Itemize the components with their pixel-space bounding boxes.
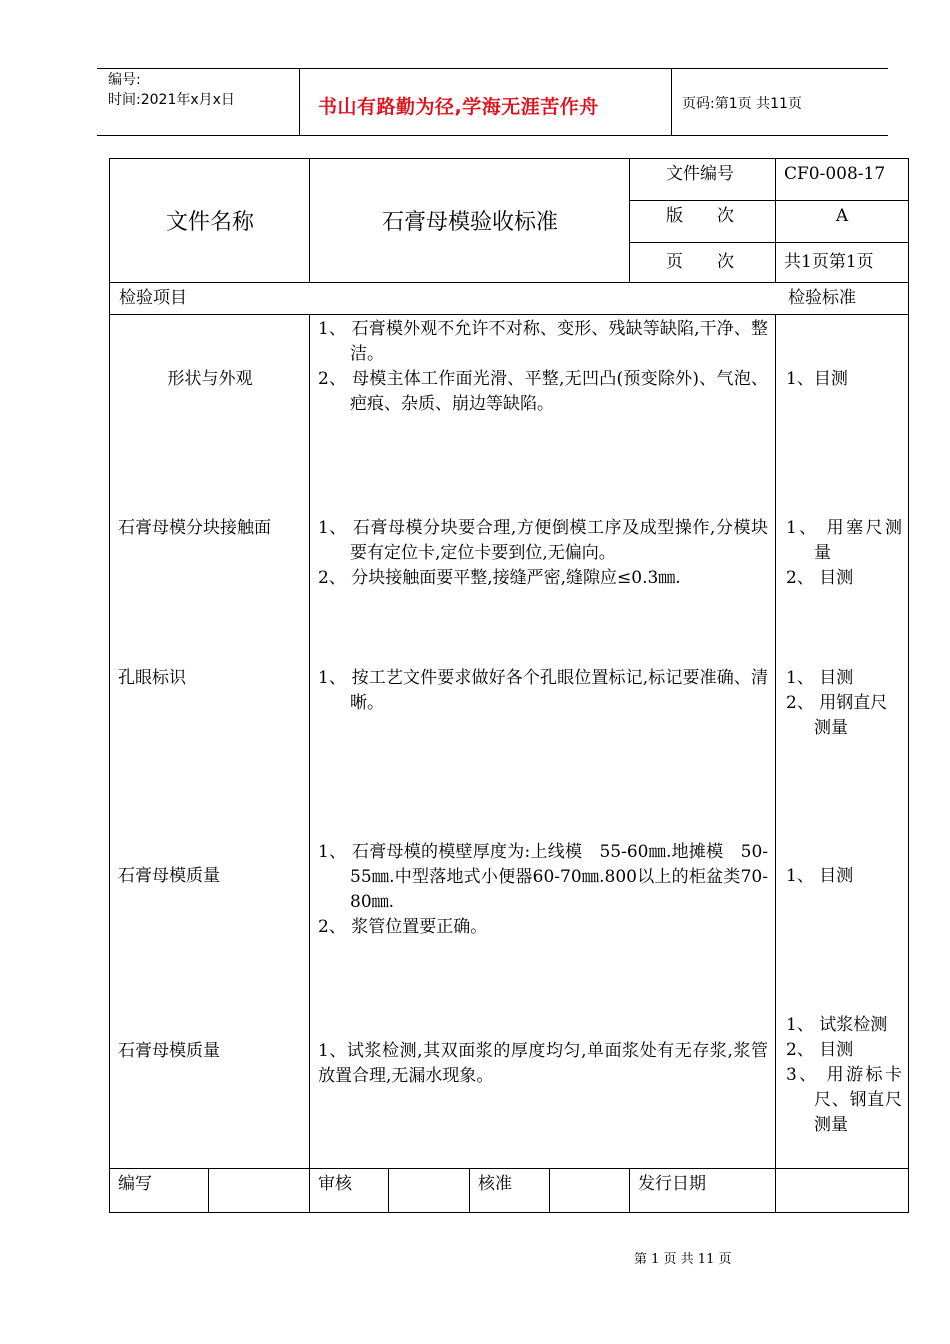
column-header-bottom-line <box>109 314 909 315</box>
header-time-label: 时间:2021年x月x日 <box>108 92 235 108</box>
footer-row-top-line <box>109 1168 909 1169</box>
method-item: 1、目测 <box>786 369 848 389</box>
row-methods <box>786 516 902 591</box>
footer-writer-label: 编写 <box>118 1174 152 1194</box>
method-item: 1、 目测 <box>786 668 854 688</box>
doc-name-label: 文件名称 <box>165 210 254 235</box>
row-item-label: 孔眼标识 <box>118 668 186 688</box>
footer-divider-e <box>629 1168 630 1213</box>
meta-row-line-2 <box>629 242 909 243</box>
footer-release-date-label: 发行日期 <box>638 1174 706 1194</box>
header-divider-left <box>299 68 300 136</box>
meta-row-line-1 <box>629 200 909 201</box>
row-methods <box>786 864 902 889</box>
method-item: 2、 用钢直尺测量 <box>786 693 888 738</box>
column-header-item: 检验项目 <box>119 288 187 308</box>
method-item: 3、 用游标卡尺、钢直尺测量 <box>786 1065 902 1135</box>
table-bottom-border <box>109 1212 909 1213</box>
body-divider-2 <box>775 314 776 1213</box>
row-item-label: 石膏母模分块接触面 <box>118 518 271 538</box>
meta-label-version: 版 次 <box>666 206 734 226</box>
row-requirements <box>318 840 768 940</box>
column-header-standard: 检验标准 <box>788 288 856 308</box>
header-motto: 书山有路勤为径,学海无涯苦作舟 <box>318 96 599 118</box>
header-number-label: 编号: <box>108 72 141 88</box>
method-item: 1、 试浆检测 <box>786 1015 888 1035</box>
requirement-item: 1、 按工艺文件要求做好各个孔眼位置标记,标记要准确、清晰。 <box>318 668 768 713</box>
row-item-label: 石膏母模质量 <box>118 1041 220 1061</box>
requirement-item: 1、 石膏母模的模壁厚度为:上线模 55-60㎜.地摊模 50-55㎜.中型落地式小便器60-70㎜.800以上的柜盆类70-80㎜. <box>318 842 768 912</box>
footer-reviewer-label: 审核 <box>318 1174 352 1194</box>
row-methods <box>786 1013 902 1138</box>
body-divider-1 <box>309 314 310 1213</box>
header-bottom-rule <box>97 135 888 136</box>
header-page-info: 页码:第1页 共11页 <box>682 96 802 112</box>
footer-divider-c <box>469 1168 470 1213</box>
header-divider-right <box>671 68 672 136</box>
meta-label-page: 页 次 <box>666 252 734 272</box>
meta-value-page: 共1页第1页 <box>784 252 874 272</box>
requirement-item: 1、 石膏模外观不允许不对称、变形、残缺等缺陷,干净、整洁。 <box>318 319 768 364</box>
meta-value-version: A <box>835 206 849 226</box>
row-requirements <box>318 1039 768 1089</box>
title-bottom-line <box>109 282 909 283</box>
doc-name-value: 石膏母模验收标准 <box>381 210 558 235</box>
row-methods <box>786 666 902 741</box>
footer-divider-b <box>388 1168 389 1213</box>
requirement-item: 2、 母模主体工作面光滑、平整,无凹凸(预变除外)、气泡、疤痕、杂质、崩边等缺陷。 <box>318 369 768 414</box>
meta-value-file-number: CF0-008-17 <box>784 164 886 184</box>
method-item: 1、 用塞尺测量 <box>786 518 902 563</box>
header-top-rule <box>97 68 888 69</box>
footer-approver-label: 核准 <box>478 1174 512 1194</box>
row-item-label: 石膏母模质量 <box>118 866 220 886</box>
row-requirements <box>318 516 768 591</box>
requirement-item: 2、 浆管位置要正确。 <box>318 917 488 937</box>
requirement-item: 1、 石膏母模分块要合理,方便倒模工序及成型操作,分模块要有定位卡,定位卡要到位,无偏向。 <box>318 518 768 563</box>
method-item: 1、 目测 <box>786 866 854 886</box>
footer-divider-d <box>549 1168 550 1213</box>
meta-label-file-number: 文件编号 <box>666 164 734 184</box>
table-top-border <box>109 158 909 159</box>
row-requirements <box>318 317 768 417</box>
table-left-border <box>109 158 110 1213</box>
table-right-border <box>908 158 909 1213</box>
footer-divider-a <box>208 1168 209 1213</box>
method-item: 2、 目测 <box>786 1040 854 1060</box>
method-item: 2、 目测 <box>786 568 854 588</box>
row-item-label: 形状与外观 <box>167 369 253 389</box>
row-methods <box>786 367 902 392</box>
requirement-item: 2、 分块接触面要平整,接缝严密,缝隙应≤0.3㎜. <box>318 568 681 588</box>
page-footer: 第 1 页 共 11 页 <box>634 1252 732 1267</box>
row-requirements <box>318 666 768 716</box>
requirement-item: 1、试浆检测,其双面浆的厚度均匀,单面浆处有无存浆,浆管放置合理,无漏水现象。 <box>318 1041 768 1086</box>
